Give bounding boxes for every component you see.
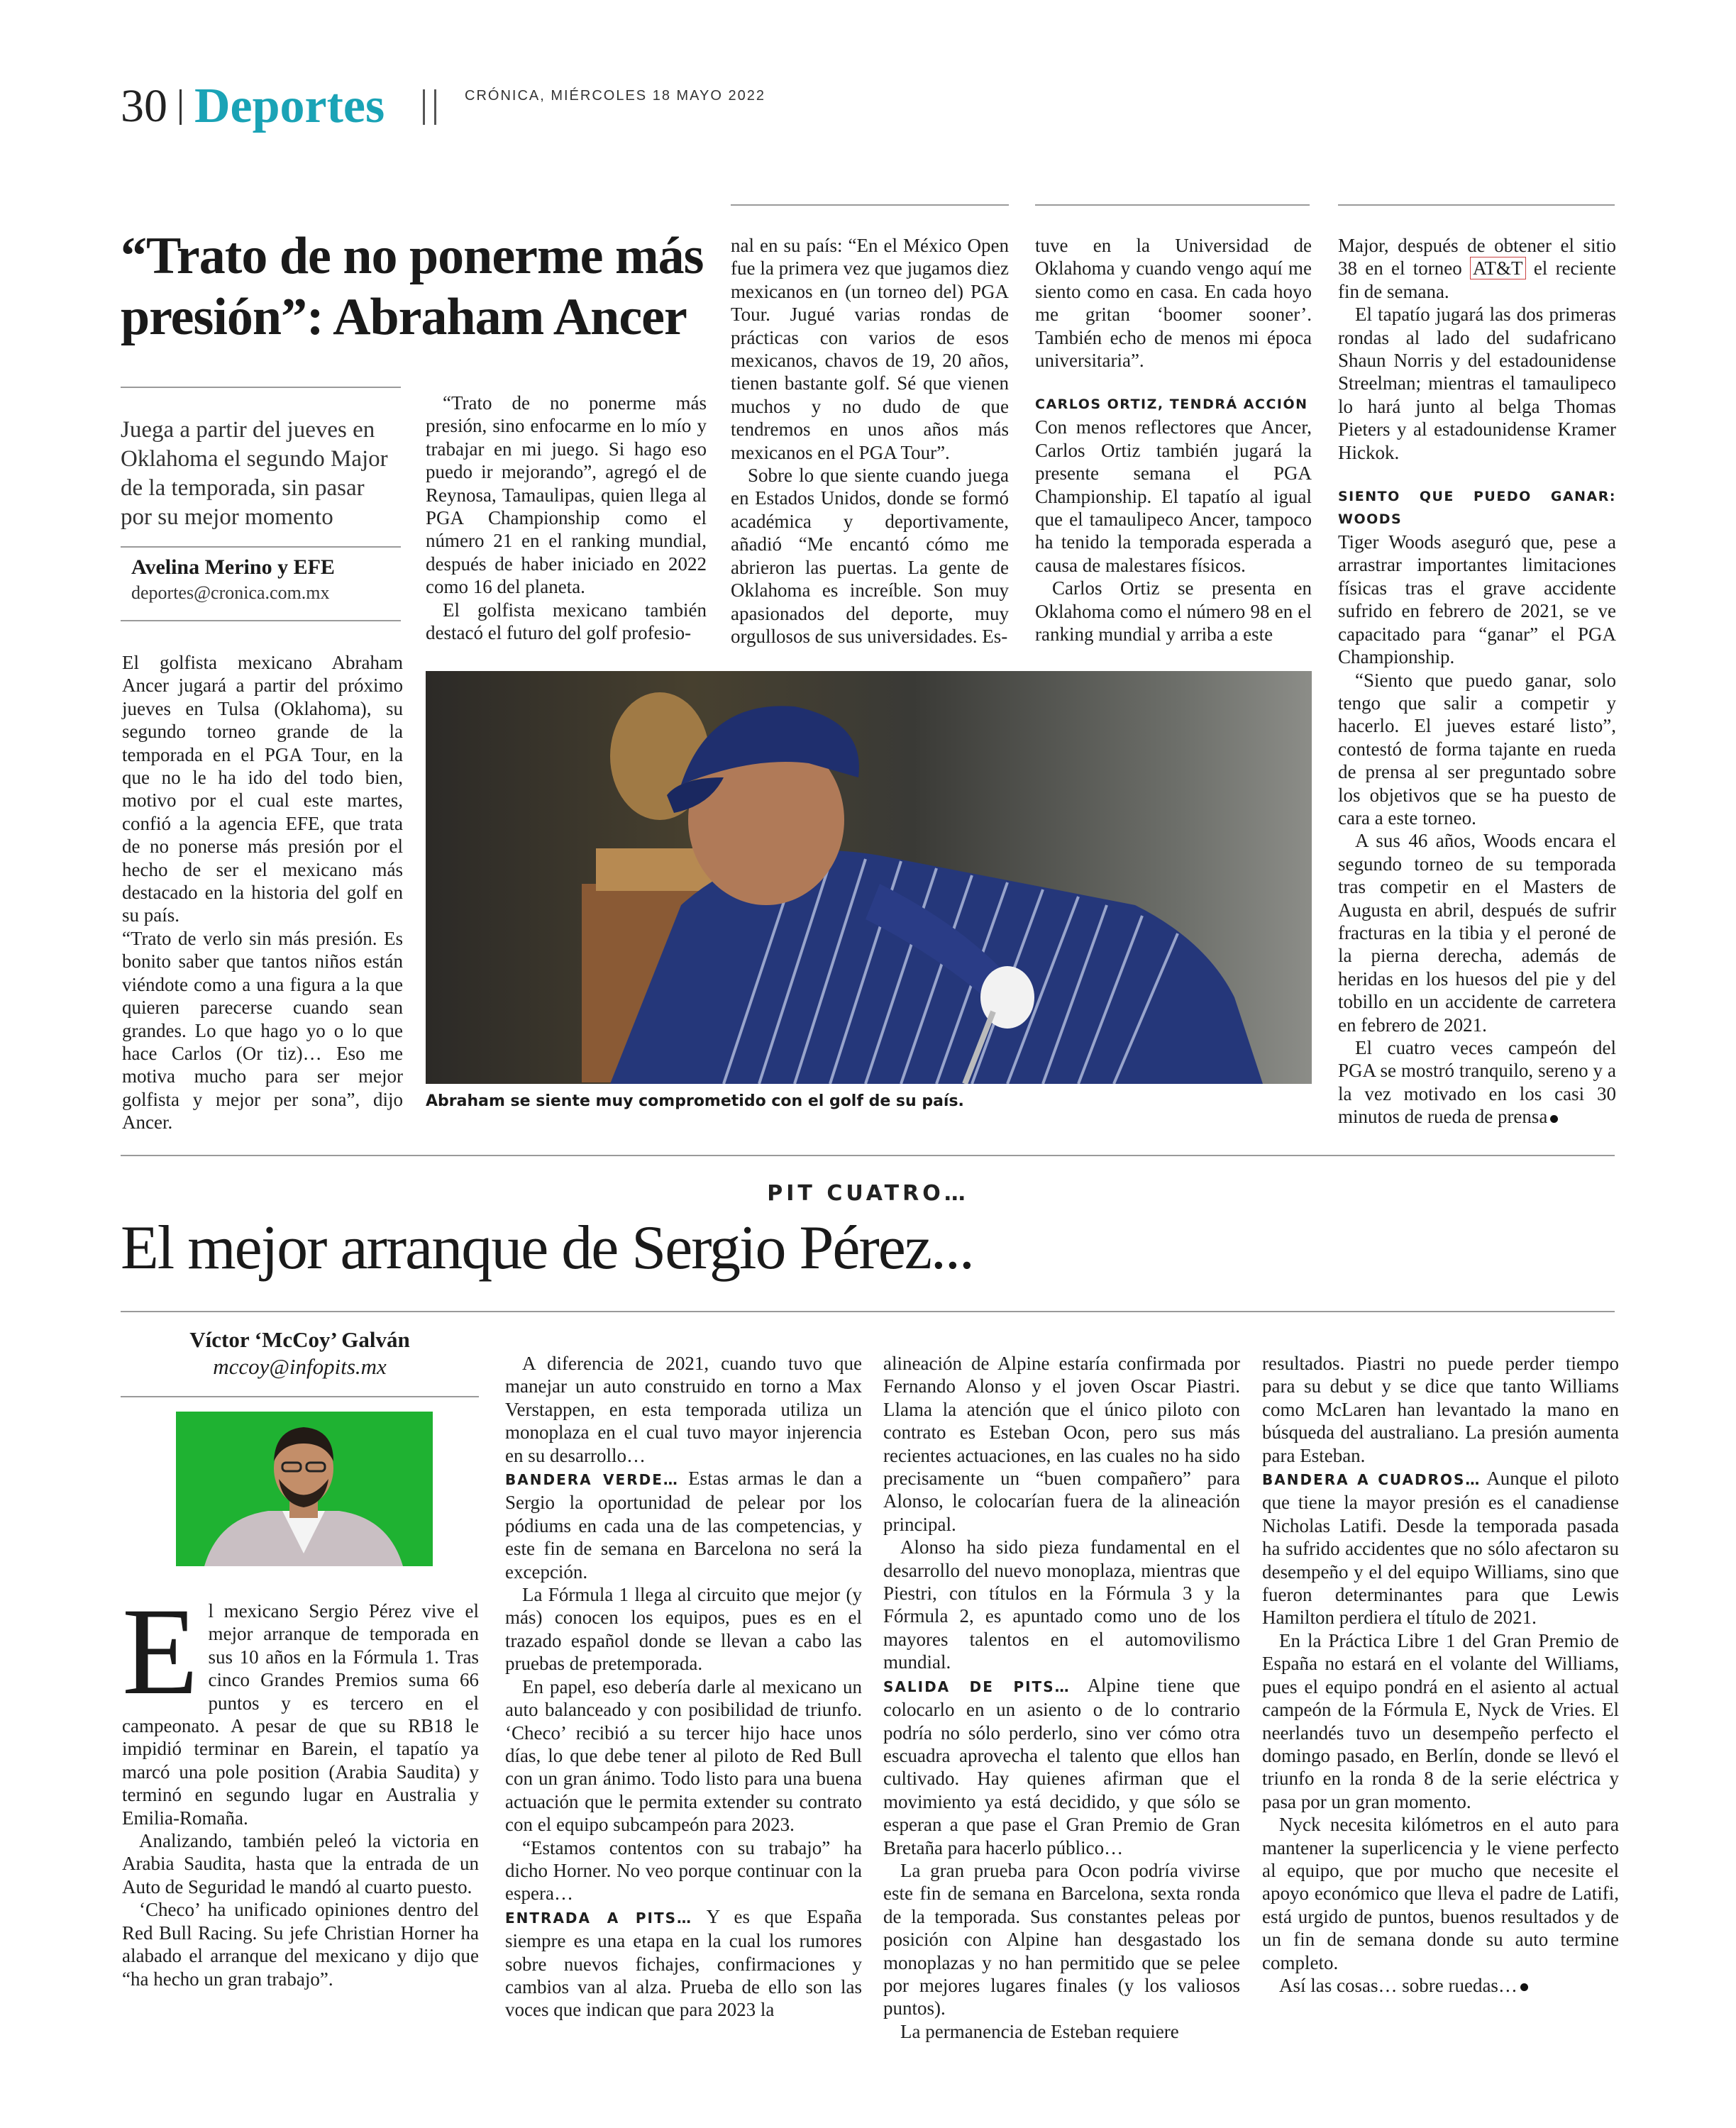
paragraph: tuve en la Universidad de Oklahoma y cuando vengo aquí me siento como en casa. En cada hoyo me gritan ‘boomer sooner’. También echo de menos mi época universitaria”.	[1035, 235, 1312, 372]
subheading: SIENTO QUE PUEDO GANAR: WOODS	[1338, 489, 1616, 528]
page-number: 30	[121, 80, 167, 132]
text-span: el reciente fin de semana.	[1338, 257, 1617, 302]
paragraph	[505, 1905, 862, 2022]
paragraph: La Fórmula 1 llega al circuito que mejor (y más) conocen los equipos, pues es en el trazado español donde se llevan a cabo las pruebas de pretemporada.	[505, 1584, 862, 1675]
header-divider	[423, 89, 425, 125]
paragraph: En papel, eso debería darle al mexicano un auto balanceado y con posibilidad de triunfo. ‘Checo’ recibió a su tercer hijo hace unos días, lo que debe tener al piloto de Red Bull con un gran ánimo. Todo listo para una buena actuación que le permita extender su contrato con el equipo subcampeón para 2023.	[505, 1675, 862, 1836]
paragraph: Alonso ha sido pieza fundamental en el desarrollo del nuevo monoplaza, mientras que Piestri, con títulos en la Fórmula 3 y la Fórmula 2, es apuntado como uno de los mayores talentos en el automovilismo mundial.	[883, 1536, 1240, 1673]
paragraph: Sobre lo que siente cuando juega en Estados Unidos, donde se formó académica y deportivamente, añadió “Me encantó cómo me abrieron las puertas. La gente de Oklahoma es increíble. Son muy apasionados del deporte, muy orgullosos de sus universidades. Es-	[731, 465, 1009, 647]
text-span: Estas armas le dan a Sergio la oportunidad de pelear por los pódiums en cada una de las competencias, y este fin de semana en Barcelona no será la excepción.	[505, 1468, 863, 1583]
text-span: l mexicano Sergio Pérez vive el mejor arranque de temporada en sus 10 años en la Fórmula 1. Tras cinco Grandes Premios suma 66 puntos y es tercero en el campeonato. A pesar de que su RB18 le impidió terminar en Barein, el tapatío ya marcó una pole position (Arabia Saudita) y terminó en segundo lugar en Australia y Emilia-Romaña.	[122, 1600, 479, 1829]
paragraph: Nyck necesita kilómetros en el auto para mantener la superlicencia y le viene perfecto al equipo, que por mucho que necesite el apoyo económico que lleva el padre de Latifi, está urgido de puntos, buenos resultados y de un fin de semana donde su auto termine completo.	[1262, 1814, 1619, 1973]
article1-column-4	[1035, 234, 1312, 646]
article-title: El mejor arranque de Sergio Pérez...	[121, 1214, 973, 1282]
article1-column-5	[1338, 234, 1616, 1129]
author-portrait	[176, 1412, 433, 1566]
paragraph	[1262, 1467, 1619, 1629]
paragraph: El tapatío jugará las dos primeras rondas al lado del sudafricano Shaun Norris y del estadounidense Streelman; mientras el tamaulipeco lo hará junto al belga Thomas Pieters y al estadounidense Kramer Hickok.	[1338, 304, 1616, 463]
author-name: Víctor ‘McCoy’ Galván	[189, 1327, 410, 1352]
paragraph: Analizando, también peleó la victoria en Arabia Saudita, hasta que la entrada de un Auto de Seguridad le mandó al cuarto puesto.	[122, 1830, 479, 1897]
byline-rule	[121, 1396, 479, 1397]
article2-column-1	[122, 1583, 479, 1990]
top-rule	[1035, 204, 1310, 206]
end-mark-icon	[1550, 1115, 1558, 1123]
paragraph: Tiger Woods aseguró que, pese a arrastrar importantes limitaciones físicas tras el grave accidente sufrido en febrero de 2021, se ve capacitado para “ganar” el PGA Championship.	[1338, 531, 1616, 668]
top-rule	[1338, 204, 1615, 206]
header-divider	[434, 89, 436, 125]
photo-caption: Abraham se siente muy comprometido con el golf de su país.	[426, 1092, 964, 1110]
paragraph: Carlos Ortiz se presenta en Oklahoma como el número 98 en el ranking mundial y arriba a este	[1035, 577, 1312, 645]
paragraph: “Siento que puedo ganar, solo tengo que salir a competir y hacerlo. El jueves estaré listo”, contestó de forma tajante en rueda de prensa al ser preguntado sobre los objetivos que se ha puesto de cara a este torneo.	[1338, 669, 1616, 829]
paragraph	[1338, 1036, 1616, 1129]
article-deck: Juega a partir del jueves en Oklahoma el segundo Major de la temporada, sin pasar por su mejor momento	[121, 417, 388, 530]
paragraph: ‘Checo’ ha unificado opiniones dentro del Red Bull Racing. Su jefe Christian Horner ha alabado el arranque del mexicano y dijo que “ha hecho un gran trabajo”.	[122, 1899, 479, 1990]
top-rule	[731, 204, 1009, 206]
text-span: Major, después de obtener el sitio 38 en el torneo	[1338, 235, 1616, 279]
paragraph	[1338, 234, 1616, 303]
paragraph: La gran prueba para Ocon podría vivirse este fin de semana en Barcelona, sexta ronda de la temporada. Sus constantes peleas por posición con Alpine han desgastado los monoplazas y no han permitido que se pelee por mejores lugares finales (y los valiosos puntos).	[883, 1859, 1240, 2019]
subheading: CARLOS ORTIZ, TENDRÁ ACCIÓN	[1035, 397, 1308, 413]
text-span: Y es que España siempre es una etapa en la cual los rumores sobre nuevos fichajes, confirmaciones y cambios van al alza. Prueba de ello son las voces que indican que para 2023 la	[505, 1905, 862, 2021]
person-illustration	[176, 1412, 433, 1566]
article1-column-3	[731, 234, 1009, 648]
paragraph: A diferencia de 2021, cuando tuvo que manejar un auto construido en torno a Max Verstappen, en esta temporada utiliza un monoplaza en el cual tuvo mayor injerencia en su desarrollo…	[505, 1353, 862, 1466]
text-span: Alpine tiene que colocarlo en un asiento o de lo contrario podría no sólo perderlo, sino ver cómo otra escuadra aprovecha el talento que ellos han cultivado. Hay quienes afirman que el movimiento ya está decidido, y que sólo se esperan a que pase el Gran Premio de Gran Bretaña para hacerlo público…	[883, 1674, 1240, 1858]
header-divider	[179, 89, 182, 125]
paragraph: nal en su país: “En el México Open fue la primera vez que jugamos diez mexicanos en (un torneo del) PGA Tour. Jugué varias rondas de prácticas con varios de esos mexicanos, chavos de 19, 20 años, tienen bastante golf. Sé que vienen muchos y no dudo de que tendremos en unos años más mexicanos en el PGA Tour”.	[731, 235, 1009, 463]
inline-heading: BANDERA VERDE…	[505, 1471, 679, 1489]
article-title: “Trato de no ponerme más presión”: Abraham Ancer	[121, 227, 704, 346]
brand-mark: AT&T	[1470, 257, 1526, 279]
paragraph: En la Práctica Libre 1 del Gran Premio de España no estará en el volante del Williams, pues el equipo pondrá en el asiento al actual campeón de la Fórmula E, Nyck de Vries. El neerlandés tuvo un desempeño perfecto el domingo pasado, en Berlín, donde se llevó el triunfo en la ronda 8 de la serie eléctrica y pasa por un gran momento.	[1262, 1629, 1619, 1812]
paragraph: “Trato de no ponerme más presión, sino enfocarme en lo mío y trabajar en mi juego. Si hago eso puedo ir mejorando”, agregó el de Reynosa, Tamaulipas, quien llega al PGA Championship como el número 21 en el ranking mundial, después de haber iniciado en 2022 como 16 del planeta.	[426, 392, 707, 598]
paragraph	[1262, 1974, 1619, 1997]
author-name: Avelina Merino y EFE	[131, 555, 335, 579]
paragraph	[505, 1467, 862, 1583]
paragraph: alineación de Alpine estaría confirmada por Fernando Alonso y el joven Oscar Piastri. Llama la atención que el único piloto con contrato es Esteban Ocon, pero sus más recientes actuaciones, en las cuales no ha sido precisamente un “buen compañero” para Alonso, le colocarían fuera de la alineación principal.	[883, 1353, 1240, 1535]
article2-column-4	[1262, 1352, 1619, 1997]
text-span: El cuatro veces campeón del PGA se mostró tranquilo, sereno y a la vez motivado en los casi 30 minutos de rueda de prensa	[1338, 1037, 1616, 1128]
inline-heading: SALIDA DE PITS…	[883, 1678, 1071, 1695]
section-rule	[121, 1155, 1615, 1156]
paragraph: “Estamos contentos con su trabajo” ha dicho Horner. No veo porque continuar con la espera…	[505, 1836, 862, 1905]
author-email[interactable]: deportes@cronica.com.mx	[131, 582, 330, 603]
text-span: Así las cosas… sobre ruedas…	[1279, 1974, 1517, 1996]
title-rule	[121, 1311, 1615, 1312]
paragraph: A sus 46 años, Woods encara el segundo torneo de su temporada tras competir en el Masters de Augusta en abril, después de sufrir fracturas en la tibia y el peroné de la pierna derecha, además de heridas en los huesos del pie y del tobillo en un accidente de carretera en febrero de 2021.	[1338, 830, 1616, 1036]
section-name: Deportes	[194, 79, 385, 133]
end-mark-icon	[1520, 1983, 1528, 1991]
paragraph: “Trato de verlo sin más presión. Es bonito saber que tantos niños están viéndote como a una figura a la que quieren parecerse cuando sean grandes. Lo que hago yo o lo que hace Carlos (Or tiz)… Eso me motiva mucho para ser mejor golfista y mejor per sona”, dijo Ancer.	[122, 927, 403, 1134]
title-rule	[121, 387, 401, 388]
paragraph: Con menos reflectores que Ancer, Carlos Ortiz también jugará la presente semana el PGA Championship. El tapatío al igual que el tamaulipeco Ancer, tampoco ha tenido la temporada esperada a causa de malestares físicos.	[1035, 416, 1312, 576]
byline-rule	[121, 620, 401, 621]
article2-column-3	[883, 1352, 1240, 2043]
text-span: Aunque el piloto que tiene la mayor presión es el canadiense Nicholas Latifi. Desde la temporada pasada ha sufrido accidentes que no sólo afectaron su desempeño y el del equipo Williams, sino que fueron determinantes para que Lewis Hamilton perdiera el título de 2021.	[1262, 1468, 1619, 1629]
paragraph	[122, 1583, 479, 1829]
article2-column-2	[505, 1352, 862, 2022]
paragraph: El golfista mexicano también destacó el futuro del golf profesio-	[426, 599, 707, 644]
paragraph	[883, 1674, 1240, 1859]
drop-cap: E	[122, 1583, 199, 1721]
byline-rule	[121, 546, 401, 548]
inline-heading: BANDERA A CUADROS…	[1262, 1471, 1481, 1489]
paragraph: El golfista mexicano Abraham Ancer jugará a partir del próximo jueves en Tulsa (Oklahoma), su segundo torneo grande de la temporada en el PGA Tour, en la que no le ha ido del todo bien, motivo por el cual este martes, confió a la agencia EFE, que trata de no ponerse más presión por el hecho de ser el mexicano más destacado en la historia del golf en su país.	[122, 652, 403, 926]
author-email[interactable]: mccoy@infopits.mx	[213, 1354, 387, 1379]
article1-column-2	[426, 392, 707, 644]
paragraph: resultados. Piastri no puede perder tiempo para su debut y se dice que tanto Williams como McLaren han levantado la mano en búsqueda del australiano. La presión aumenta para Esteban.	[1262, 1353, 1619, 1466]
dateline: CRÓNICA, MIÉRCOLES 18 MAYO 2022	[465, 88, 765, 104]
paragraph: La permanencia de Esteban requiere	[900, 2020, 1179, 2042]
golfer-illustration	[426, 671, 1312, 1084]
inline-heading: ENTRADA A PITS…	[505, 1909, 693, 1927]
article-kicker: PIT CUATRO…	[767, 1181, 969, 1206]
article1-column-1	[122, 651, 403, 1134]
article-photo	[426, 671, 1312, 1084]
